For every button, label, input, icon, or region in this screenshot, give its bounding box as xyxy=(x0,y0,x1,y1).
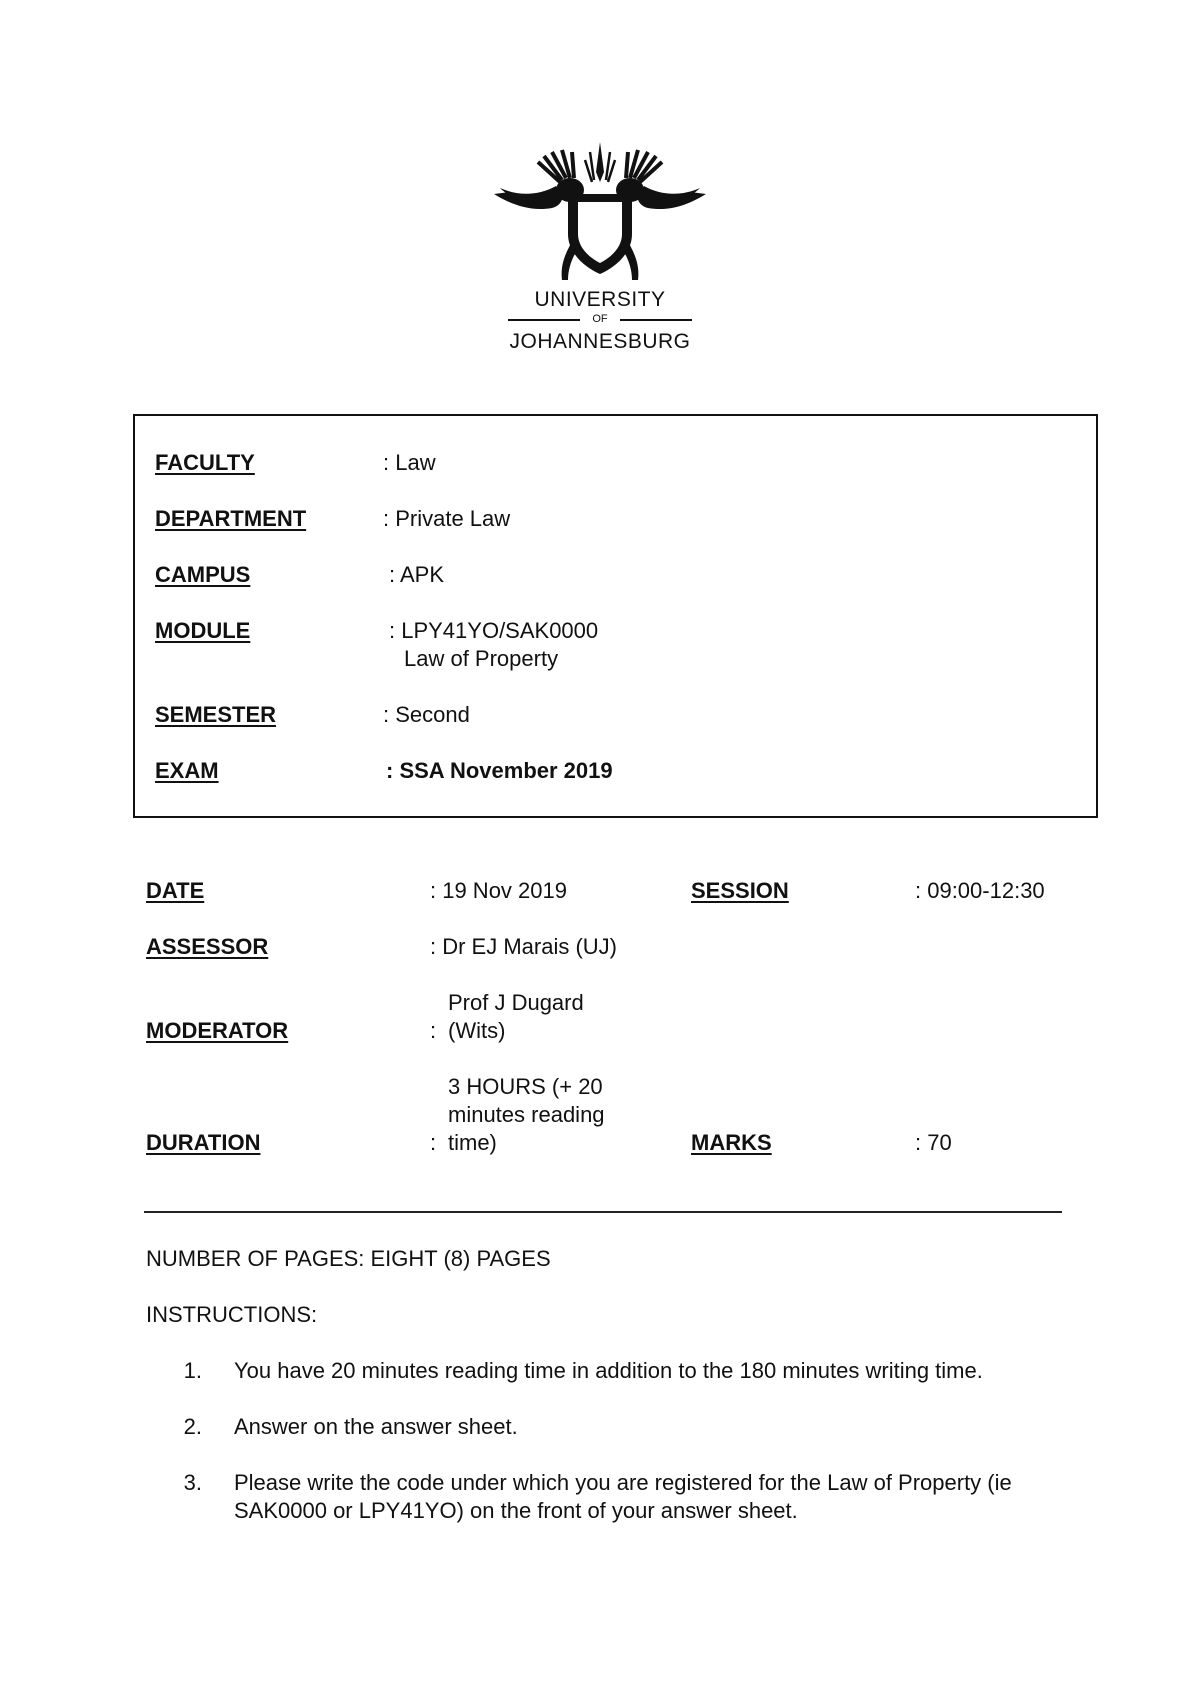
marks-label: MARKS xyxy=(691,1130,772,1155)
module-label: MODULE xyxy=(155,618,251,643)
duration-value-line-2: minutes reading xyxy=(448,1102,605,1127)
instruction-text-line-1: Please write the code under which you are registered for the Law of Property (ie xyxy=(234,1470,1012,1495)
date-label: DATE xyxy=(146,878,205,903)
divider xyxy=(620,319,692,321)
duration-value-line-3: time) xyxy=(448,1130,497,1155)
date-value: : 19 Nov 2019 xyxy=(430,878,567,903)
university-crest-logo xyxy=(490,142,710,292)
number-of-pages: NUMBER OF PAGES: EIGHT (8) PAGES xyxy=(146,1246,551,1271)
instruction-number: 1. xyxy=(183,1358,202,1383)
campus-label: CAMPUS xyxy=(155,562,251,587)
session-value: : 09:00-12:30 xyxy=(915,878,1045,903)
university-name-of: OF xyxy=(592,313,608,325)
semester-value: : Second xyxy=(383,702,470,727)
instruction-text: Answer on the answer sheet. xyxy=(234,1414,518,1439)
department-value: : Private Law xyxy=(383,506,511,531)
duration-colon: : xyxy=(430,1130,437,1155)
semester-label: SEMESTER xyxy=(155,702,277,727)
instruction-number: 2. xyxy=(183,1414,202,1439)
module-value-code: : LPY41YO/SAK0000 xyxy=(389,618,599,643)
assessor-value: : Dr EJ Marais (UJ) xyxy=(430,934,617,959)
moderator-colon: : xyxy=(430,1018,437,1043)
faculty-value: : Law xyxy=(383,450,436,475)
exam-label: EXAM xyxy=(155,758,219,783)
module-value-name: Law of Property xyxy=(404,646,559,671)
horizontal-rule xyxy=(144,1211,1062,1213)
assessor-label: ASSESSOR xyxy=(146,934,269,959)
university-name-line-1: UNIVERSITY xyxy=(534,288,666,311)
marks-value: : 70 xyxy=(915,1130,952,1155)
duration-value-line-1: 3 HOURS (+ 20 xyxy=(448,1074,603,1099)
campus-value: : APK xyxy=(389,562,445,587)
session-label: SESSION xyxy=(691,878,789,903)
moderator-value-line-1: Prof J Dugard xyxy=(448,990,584,1015)
moderator-value-line-2: (Wits) xyxy=(448,1018,506,1043)
department-label: DEPARTMENT xyxy=(155,506,307,531)
exam-value: : SSA November 2019 xyxy=(386,758,613,783)
duration-label: DURATION xyxy=(146,1130,261,1155)
instruction-text-line-2: SAK0000 or LPY41YO) on the front of your answer sheet. xyxy=(234,1498,798,1523)
faculty-label: FACULTY xyxy=(155,450,255,475)
divider xyxy=(508,319,580,321)
instructions-heading: INSTRUCTIONS: xyxy=(146,1302,318,1327)
university-name-line-3: JOHANNESBURG xyxy=(509,330,691,353)
exam-header-box xyxy=(133,414,1098,818)
instruction-number: 3. xyxy=(183,1470,202,1495)
instruction-text: You have 20 minutes reading time in addition to the 180 minutes writing time. xyxy=(234,1358,983,1383)
university-of-row xyxy=(508,312,692,326)
moderator-label: MODERATOR xyxy=(146,1018,289,1043)
